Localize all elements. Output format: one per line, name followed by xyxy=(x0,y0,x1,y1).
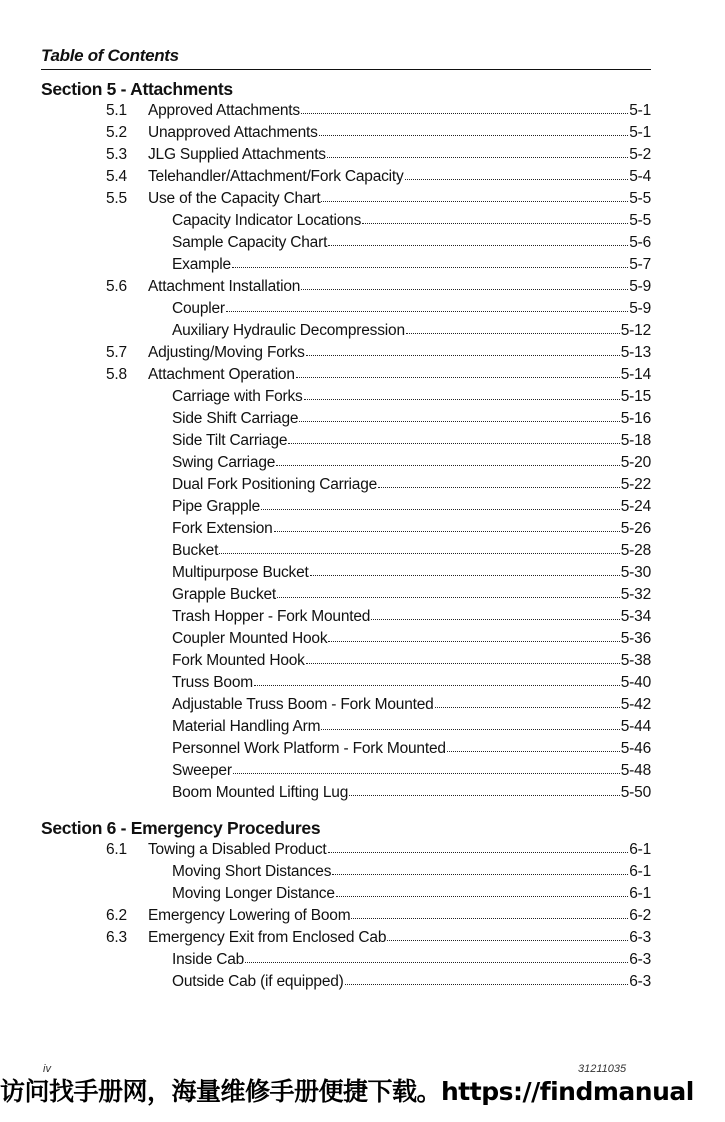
toc-entry[interactable] xyxy=(41,518,651,540)
toc-entry-page: 6-3 xyxy=(629,929,651,946)
toc-entry-number: 6.2 xyxy=(106,907,127,924)
toc-entry-title: JLG Supplied Attachments xyxy=(148,146,326,163)
toc-entry-title: Telehandler/Attachment/Fork Capacity xyxy=(148,168,404,185)
toc-entry[interactable] xyxy=(41,210,651,232)
dot-leader xyxy=(276,465,620,466)
toc-entry-title: Moving Short Distances xyxy=(172,863,332,880)
toc-entry-title: Boom Mounted Lifting Lug xyxy=(172,784,349,801)
footer-doc-number: 31211035 xyxy=(578,1063,627,1075)
toc-entry[interactable] xyxy=(41,232,651,254)
toc-entry[interactable] xyxy=(41,606,651,628)
toc-entry[interactable] xyxy=(41,100,651,122)
toc-entry-page: 5-14 xyxy=(620,366,651,383)
toc-entry[interactable] xyxy=(41,474,651,496)
toc-entry-title: Bucket xyxy=(172,542,219,559)
toc-entry-title: Unapproved Attachments xyxy=(148,124,318,141)
toc-entry[interactable] xyxy=(41,839,651,861)
toc-entry[interactable] xyxy=(41,386,651,408)
toc-entry[interactable] xyxy=(41,144,651,166)
dot-leader xyxy=(306,355,620,356)
toc-entry[interactable] xyxy=(41,861,651,883)
toc-entry[interactable] xyxy=(41,971,651,993)
toc-entry-page: 5-48 xyxy=(620,762,651,779)
toc-entry-page: 5-12 xyxy=(620,322,651,339)
toc-entry-number: 6.1 xyxy=(106,841,127,858)
toc-entry[interactable] xyxy=(41,166,651,188)
dot-leader xyxy=(304,399,620,400)
toc-entry-title: Personnel Work Platform - Fork Mounted xyxy=(172,740,446,757)
toc-entry-page: 5-38 xyxy=(620,652,651,669)
toc-entry-title: Moving Longer Distance xyxy=(172,885,335,902)
dot-leader xyxy=(327,157,628,158)
toc-entry-page: 5-5 xyxy=(629,212,651,229)
dot-leader xyxy=(261,509,620,510)
toc-entry-page: 5-9 xyxy=(629,300,651,317)
toc-entry-title: Emergency Exit from Enclosed Cab xyxy=(148,929,387,946)
toc-entry[interactable] xyxy=(41,562,651,584)
table-of-contents xyxy=(41,78,651,993)
toc-entry[interactable] xyxy=(41,927,651,949)
toc-entry[interactable] xyxy=(41,342,651,364)
toc-entry[interactable] xyxy=(41,276,651,298)
page-header-title: Table of Contents xyxy=(41,46,651,70)
toc-entry[interactable] xyxy=(41,760,651,782)
toc-entry-page: 5-20 xyxy=(620,454,651,471)
toc-entry-title: Approved Attachments xyxy=(148,102,300,119)
toc-entry[interactable] xyxy=(41,905,651,927)
section-heading: Section 6 - Emergency Procedures xyxy=(41,818,321,838)
toc-entry-title: Outside Cab (if equipped) xyxy=(172,973,344,990)
toc-entry[interactable] xyxy=(41,716,651,738)
dot-leader xyxy=(277,597,620,598)
toc-entry[interactable] xyxy=(41,452,651,474)
dot-leader xyxy=(332,874,628,875)
section-heading: Section 5 - Attachments xyxy=(41,79,233,99)
toc-entry-title: Side Shift Carriage xyxy=(172,410,299,427)
dot-leader xyxy=(435,707,620,708)
toc-entry-page: 5-9 xyxy=(629,278,651,295)
toc-entry-title: Capacity Indicator Locations xyxy=(172,212,362,229)
toc-entry-page: 5-13 xyxy=(620,344,651,361)
toc-entry[interactable] xyxy=(41,949,651,971)
dot-leader xyxy=(226,311,628,312)
dot-leader xyxy=(321,729,619,730)
toc-entry-title: Carriage with Forks xyxy=(172,388,303,405)
toc-entry-number: 5.6 xyxy=(106,278,127,295)
toc-entry[interactable] xyxy=(41,650,651,672)
toc-entry-title: Swing Carriage xyxy=(172,454,276,471)
dot-leader xyxy=(306,663,620,664)
toc-entry-page: 5-24 xyxy=(620,498,651,515)
toc-entry-page: 5-15 xyxy=(620,388,651,405)
toc-entry-number: 5.1 xyxy=(106,102,127,119)
toc-entry-page: 5-34 xyxy=(620,608,651,625)
dot-leader xyxy=(245,962,628,963)
toc-entry-page: 5-2 xyxy=(629,146,651,163)
dot-leader xyxy=(336,896,628,897)
toc-entry-page: 5-36 xyxy=(620,630,651,647)
toc-entry-page: 6-1 xyxy=(629,841,651,858)
dot-leader xyxy=(447,751,620,752)
dot-leader xyxy=(288,443,619,444)
dot-leader xyxy=(232,267,628,268)
toc-entry-title: Fork Mounted Hook xyxy=(172,652,305,669)
toc-entry-page: 5-42 xyxy=(620,696,651,713)
toc-entry-page: 5-28 xyxy=(620,542,651,559)
toc-entry-page: 6-3 xyxy=(629,973,651,990)
toc-entry-page: 5-6 xyxy=(629,234,651,251)
toc-entry-title: Towing a Disabled Product xyxy=(148,841,327,858)
toc-entry-page: 5-18 xyxy=(620,432,651,449)
toc-entry-page: 5-4 xyxy=(629,168,651,185)
toc-entry-title: Adjustable Truss Boom - Fork Mounted xyxy=(172,696,434,713)
toc-entry-page: 5-32 xyxy=(620,586,651,603)
toc-entry-number: 5.5 xyxy=(106,190,127,207)
toc-entry-title: Material Handling Arm xyxy=(172,718,321,735)
toc-entry-number: 5.3 xyxy=(106,146,127,163)
toc-entry-title: Grapple Bucket xyxy=(172,586,277,603)
dot-leader xyxy=(328,245,628,246)
dot-leader xyxy=(345,984,629,985)
dot-leader xyxy=(378,487,620,488)
toc-entry-page: 5-46 xyxy=(620,740,651,757)
toc-entry-page: 6-2 xyxy=(629,907,651,924)
toc-entry-page: 5-1 xyxy=(629,102,651,119)
dot-leader xyxy=(362,223,628,224)
dot-leader xyxy=(406,333,620,334)
toc-entry-page: 5-7 xyxy=(629,256,651,273)
toc-entry[interactable] xyxy=(41,188,651,210)
toc-entry-title: Auxiliary Hydraulic Decompression xyxy=(172,322,405,339)
dot-leader xyxy=(349,795,620,796)
toc-entry-page: 5-30 xyxy=(620,564,651,581)
section-gap xyxy=(41,804,651,817)
toc-entry-title: Trash Hopper - Fork Mounted xyxy=(172,608,371,625)
toc-entry[interactable] xyxy=(41,496,651,518)
toc-entry-page: 6-1 xyxy=(629,863,651,880)
toc-entry-title: Coupler xyxy=(172,300,225,317)
dot-leader xyxy=(387,940,628,941)
dot-leader xyxy=(321,201,628,202)
toc-entry-page: 5-44 xyxy=(620,718,651,735)
toc-entry-page: 5-26 xyxy=(620,520,651,537)
toc-entry-title: Example xyxy=(172,256,231,273)
dot-leader xyxy=(274,531,620,532)
dot-leader xyxy=(310,575,620,576)
toc-entry[interactable] xyxy=(41,883,651,905)
toc-entry-number: 5.7 xyxy=(106,344,127,361)
toc-entry-title: Attachment Operation xyxy=(148,366,295,383)
dot-leader xyxy=(328,852,629,853)
dot-leader xyxy=(351,918,628,919)
toc-entry[interactable] xyxy=(41,540,651,562)
dot-leader xyxy=(301,289,628,290)
dot-leader xyxy=(405,179,629,180)
toc-entry-number: 6.3 xyxy=(106,929,127,946)
toc-entry-title: Inside Cab xyxy=(172,951,245,968)
dot-leader xyxy=(319,135,629,136)
toc-entry[interactable] xyxy=(41,584,651,606)
dot-leader xyxy=(328,641,619,642)
dot-leader xyxy=(219,553,620,554)
toc-entry-page: 5-50 xyxy=(620,784,651,801)
toc-entry[interactable] xyxy=(41,694,651,716)
toc-entry-page: 6-1 xyxy=(629,885,651,902)
dot-leader xyxy=(301,113,628,114)
toc-entry[interactable] xyxy=(41,628,651,650)
toc-entry-page: 5-16 xyxy=(620,410,651,427)
toc-entry-title: Sample Capacity Chart xyxy=(172,234,328,251)
toc-entry-page: 5-22 xyxy=(620,476,651,493)
toc-entry-title: Use of the Capacity Chart xyxy=(148,190,321,207)
toc-entry[interactable] xyxy=(41,408,651,430)
toc-entry[interactable] xyxy=(41,738,651,760)
toc-entry-title: Adjusting/Moving Forks xyxy=(148,344,305,361)
toc-entry-title: Sweeper xyxy=(172,762,232,779)
dot-leader xyxy=(233,773,620,774)
dot-leader xyxy=(296,377,620,378)
toc-entry-number: 5.4 xyxy=(106,168,127,185)
toc-entry[interactable] xyxy=(41,430,651,452)
toc-entry[interactable] xyxy=(41,672,651,694)
dot-leader xyxy=(371,619,620,620)
toc-entry-page: 6-3 xyxy=(629,951,651,968)
toc-entry-title: Coupler Mounted Hook xyxy=(172,630,328,647)
toc-entry-title: Dual Fork Positioning Carriage xyxy=(172,476,378,493)
toc-entry-title: Side Tilt Carriage xyxy=(172,432,288,449)
toc-entry-title: Pipe Grapple xyxy=(172,498,261,515)
toc-entry-number: 5.2 xyxy=(106,124,127,141)
toc-entry[interactable] xyxy=(41,320,651,342)
toc-entry[interactable] xyxy=(41,298,651,320)
toc-entry-title: Attachment Installation xyxy=(148,278,301,295)
toc-entry-title: Truss Boom xyxy=(172,674,253,691)
toc-entry-page: 5-5 xyxy=(629,190,651,207)
toc-entry-page: 5-40 xyxy=(620,674,651,691)
toc-entry-title: Emergency Lowering of Boom xyxy=(148,907,351,924)
dot-leader xyxy=(299,421,619,422)
toc-entry-number: 5.8 xyxy=(106,366,127,383)
footer-page-label: iv xyxy=(43,1063,51,1075)
toc-entry[interactable] xyxy=(41,364,651,386)
toc-entry[interactable] xyxy=(41,122,651,144)
toc-entry-page: 5-1 xyxy=(629,124,651,141)
toc-entry[interactable] xyxy=(41,782,651,804)
watermark-banner: 访问找手册网，海量维修手册便捷下载。https://findmanual xyxy=(0,1077,694,1106)
toc-entry[interactable] xyxy=(41,254,651,276)
toc-entry-title: Fork Extension xyxy=(172,520,273,537)
dot-leader xyxy=(254,685,620,686)
toc-entry-title: Multipurpose Bucket xyxy=(172,564,309,581)
